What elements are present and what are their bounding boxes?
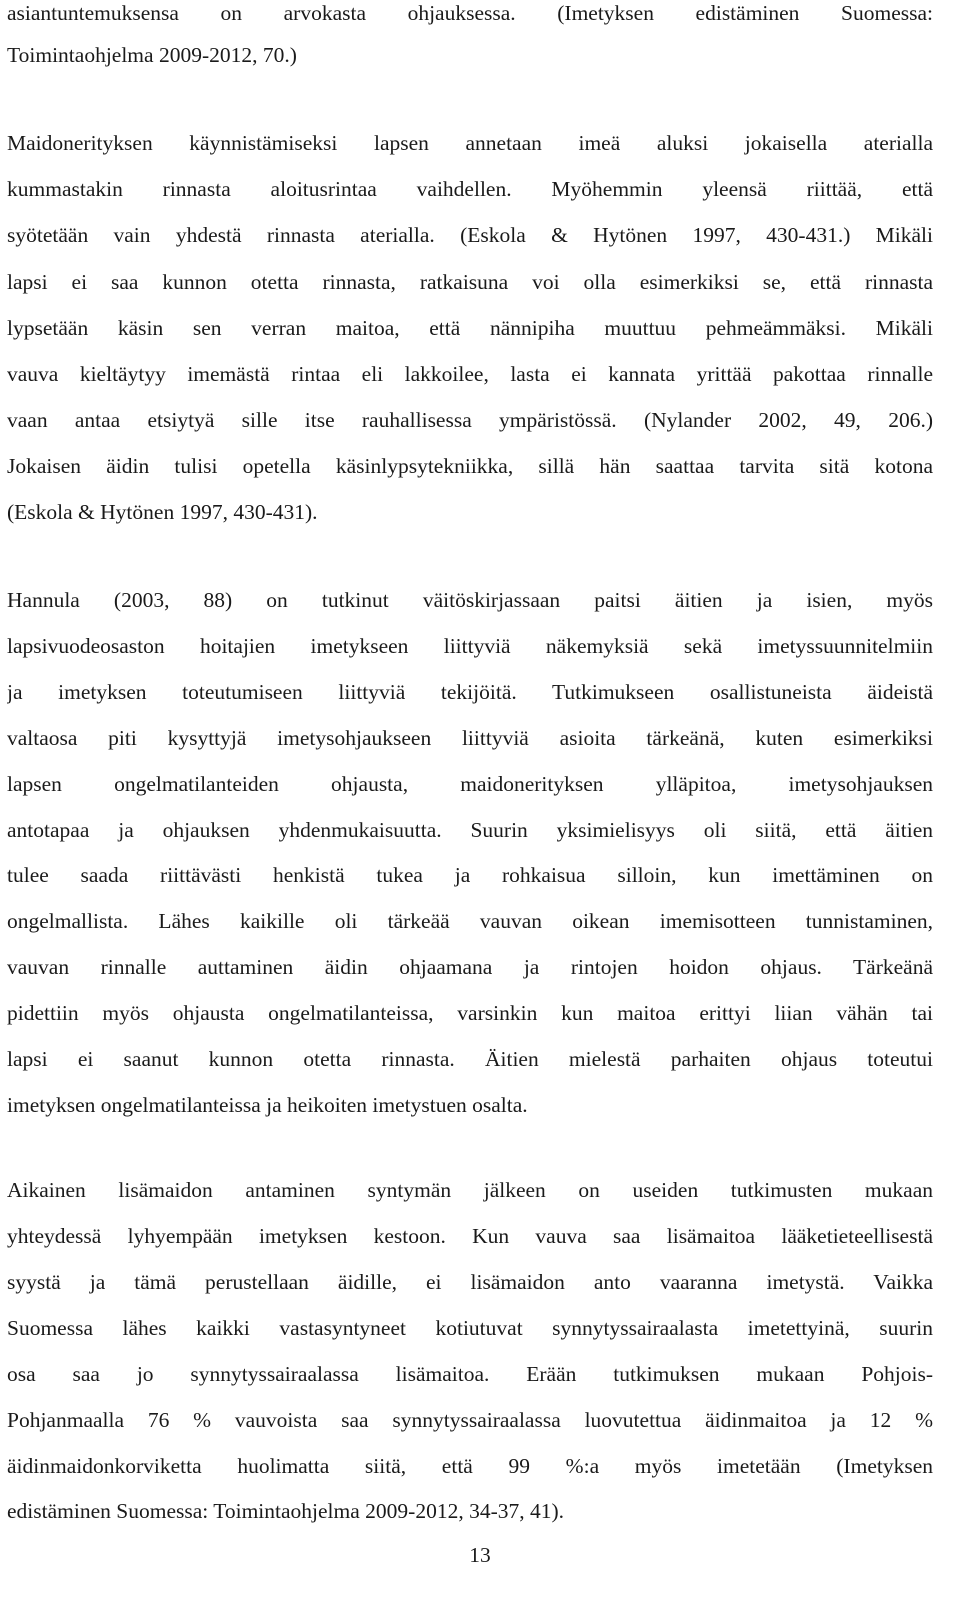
text-line: antotapaa ja ohjauksen yhdenmukaisuutta. Suurin yksimielisyys oli siitä, että äitien [7, 818, 933, 842]
text-line: Suomessa lähes kaikki vastasyntyneet kotiutuvat synnytyssairaalasta imetettyinä, suurin [7, 1316, 933, 1340]
text-line: Maidonerityksen käynnistämiseksi lapsen annetaan imeä aluksi jokaisella aterialla [7, 131, 933, 155]
text-line: edistäminen Suomessa: Toimintaohjelma 2009-2012, 34-37, 41). [7, 1499, 565, 1523]
text-line: Jokaisen äidin tulisi opetella käsinlypsytekniikka, sillä hän saattaa tarvita sitä kotona [7, 454, 933, 478]
text-line: lapsi ei saanut kunnon otetta rinnasta. Äitien mielestä parhaiten ohjaus toteutui [7, 1047, 933, 1071]
text-line: (Eskola & Hytönen 1997, 430-431). [7, 500, 318, 524]
text-line: vaan antaa etsiytyä sille itse rauhallisessa ympäristössä. (Nylander 2002, 49, 206.) [7, 408, 933, 432]
text-line: syötetään vain yhdestä rinnasta aterialla. (Eskola & Hytönen 1997, 430-431.) Mikäli [7, 223, 933, 247]
text-line: lapsi ei saa kunnon otetta rinnasta, ratkaisuna voi olla esimerkiksi se, että rinnasta [7, 270, 933, 294]
text-line: vauva kieltäytyy imemästä rintaa eli lakkoilee, lasta ei kannata yrittää pakottaa rinnalle [7, 362, 933, 386]
text-line: Hannula (2003, 88) on tutkinut väitöskirjassaan paitsi äitien ja isien, myös [7, 588, 933, 612]
text-line: tulee saada riittävästi henkistä tukea ja rohkaisua silloin, kun imettäminen on [7, 863, 933, 887]
text-line: lapsen ongelmatilanteiden ohjausta, maidonerityksen ylläpitoa, imetysohjauksen [7, 772, 933, 796]
text-line: pidettiin myös ohjausta ongelmatilanteissa, varsinkin kun maitoa erittyi liian vähän tai [7, 1001, 933, 1025]
text-line: vauvan rinnalle auttaminen äidin ohjaamana ja rintojen hoidon ohjaus. Tärkeänä [7, 955, 933, 979]
text-line: lapsivuodeosaston hoitajien imetykseen liittyviä näkemyksiä sekä imetyssuunnitelmiin [7, 634, 933, 658]
text-line: lypsetään käsin sen verran maitoa, että nännipiha muuttuu pehmeämmäksi. Mikäli [7, 316, 933, 340]
text-line: ja imetyksen toteutumiseen liittyviä tekijöitä. Tutkimukseen osallistuneista äideistä [7, 680, 933, 704]
text-line: ongelmallista. Lähes kaikille oli tärkeää vauvan oikean imemisotteen tunnistaminen, [7, 909, 933, 933]
text-line: Pohjanmaalla 76 % vauvoista saa synnytyssairaalassa luovutettua äidinmaitoa ja 12 % [7, 1408, 933, 1432]
text-line: asiantuntemuksensa on arvokasta ohjauksessa. (Imetyksen edistäminen Suomessa: [7, 1, 933, 25]
text-line: yhteydessä lyhyempään imetyksen kestoon. Kun vauva saa lisämaitoa lääketieteellisestä [7, 1224, 933, 1248]
text-line: Aikainen lisämaidon antaminen syntymän jälkeen on useiden tutkimusten mukaan [7, 1178, 933, 1202]
text-line: äidinmaidonkorviketta huolimatta siitä, että 99 %:a myös imetetään (Imetyksen [7, 1454, 933, 1478]
text-line: valtaosa piti kysyttyjä imetysohjaukseen liittyviä asioita tärkeänä, kuten esimerkiksi [7, 726, 933, 750]
text-line: imetyksen ongelmatilanteissa ja heikoiten imetystuen osalta. [7, 1093, 528, 1117]
text-line: Toimintaohjelma 2009-2012, 70.) [7, 43, 297, 67]
page-number: 13 [469, 1543, 491, 1567]
text-line: kummastakin rinnasta aloitusrintaa vaihdellen. Myöhemmin yleensä riittää, että [7, 177, 933, 201]
text-line: osa saa jo synnytyssairaalassa lisämaitoa. Erään tutkimuksen mukaan Pohjois- [7, 1362, 933, 1386]
text-line: syystä ja tämä perustellaan äidille, ei lisämaidon anto vaaranna imetystä. Vaikka [7, 1270, 933, 1294]
